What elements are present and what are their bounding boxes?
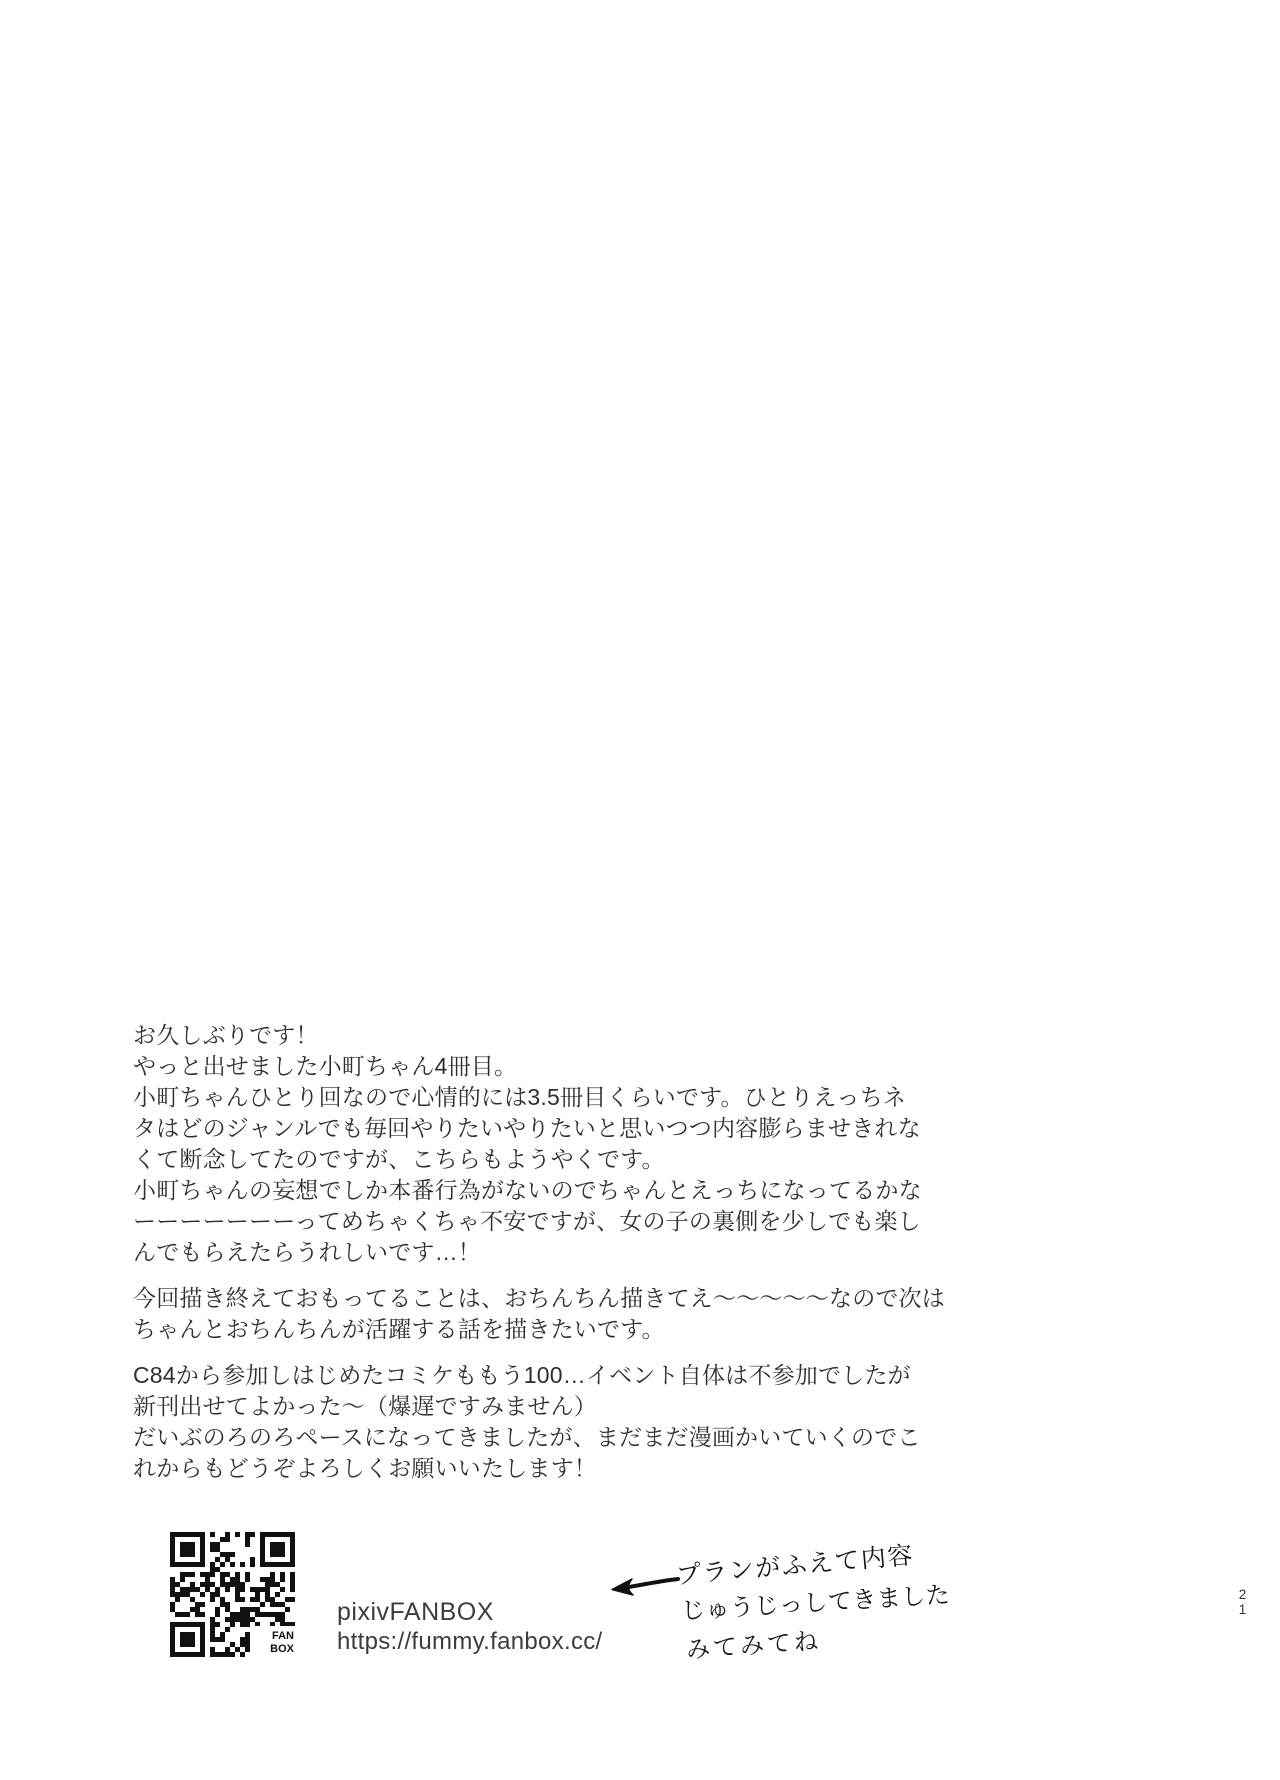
afterword-text [133, 1020, 945, 1499]
afterword-line: 今回描き終えておもってることは、おちんちん描きてえ～～～～～なので次は [133, 1285, 945, 1311]
hand-drawn-arrow-icon [602, 1568, 686, 1604]
afterword-paragraph [133, 1020, 922, 1268]
handwritten-note-line: じゅうじっしてきました [680, 1581, 952, 1625]
afterword-line: 新刊出せてよかった～（爆遅ですみません） [133, 1393, 597, 1419]
afterword-line: ちゃんとおちんちんが活躍する話を描きたいです。 [133, 1316, 665, 1342]
qr-code-icon [170, 1532, 295, 1657]
qr-label-box: BOX [270, 1643, 294, 1655]
afterword-line: C84から参加しはじめたコミケももう100…イベント自体は不参加でしたが [133, 1362, 911, 1388]
afterword-line: れからもどうぞよろしくお願いいたします！ [133, 1455, 597, 1481]
fanbox-qr-code [170, 1532, 295, 1657]
afterword-line: んでもらえたらうれしいです…！ [133, 1239, 481, 1265]
afterword-paragraph [133, 1360, 921, 1484]
afterword-line: 小町ちゃんの妄想でしか本番行為がないのでちゃんとえっちになってるかな [133, 1177, 922, 1203]
afterword-line: 小町ちゃんひとり回なので心情的には3.5冊目くらいです。ひとりえっちネ [133, 1084, 907, 1110]
fanbox-info [337, 1598, 603, 1655]
afterword-paragraph [133, 1283, 945, 1345]
afterword-line: くて断念してたのですが、こちらもようやくです。 [133, 1146, 665, 1172]
afterword-line: だいぶのろのろペースになってきましたが、まだまだ漫画かいていくのでこ [133, 1424, 921, 1450]
qr-label-fan: FAN [272, 1630, 294, 1642]
afterword-line: ーーーーーーーってめちゃくちゃ不安ですが、女の子の裏側を少しでも楽し [133, 1208, 921, 1234]
qr-fanbox-label [250, 1626, 295, 1657]
handwritten-note-line: プランがふえて内容 [674, 1541, 916, 1590]
page-number: 21 [1238, 1587, 1247, 1617]
afterword-line: やっと出せました小町ちゃん4冊目。 [133, 1053, 518, 1079]
fanbox-url: https://fummy.fanbox.cc/ [337, 1628, 603, 1655]
handwritten-note-line: みてみてね [685, 1627, 822, 1664]
afterword-line: タはどのジャンルでも毎回やりたいやりたいと思いつつ内容膨らませきれな [133, 1115, 921, 1141]
afterword-line: お久しぶりです！ [133, 1022, 319, 1048]
fanbox-service-name: pixivFANBOX [337, 1598, 494, 1626]
